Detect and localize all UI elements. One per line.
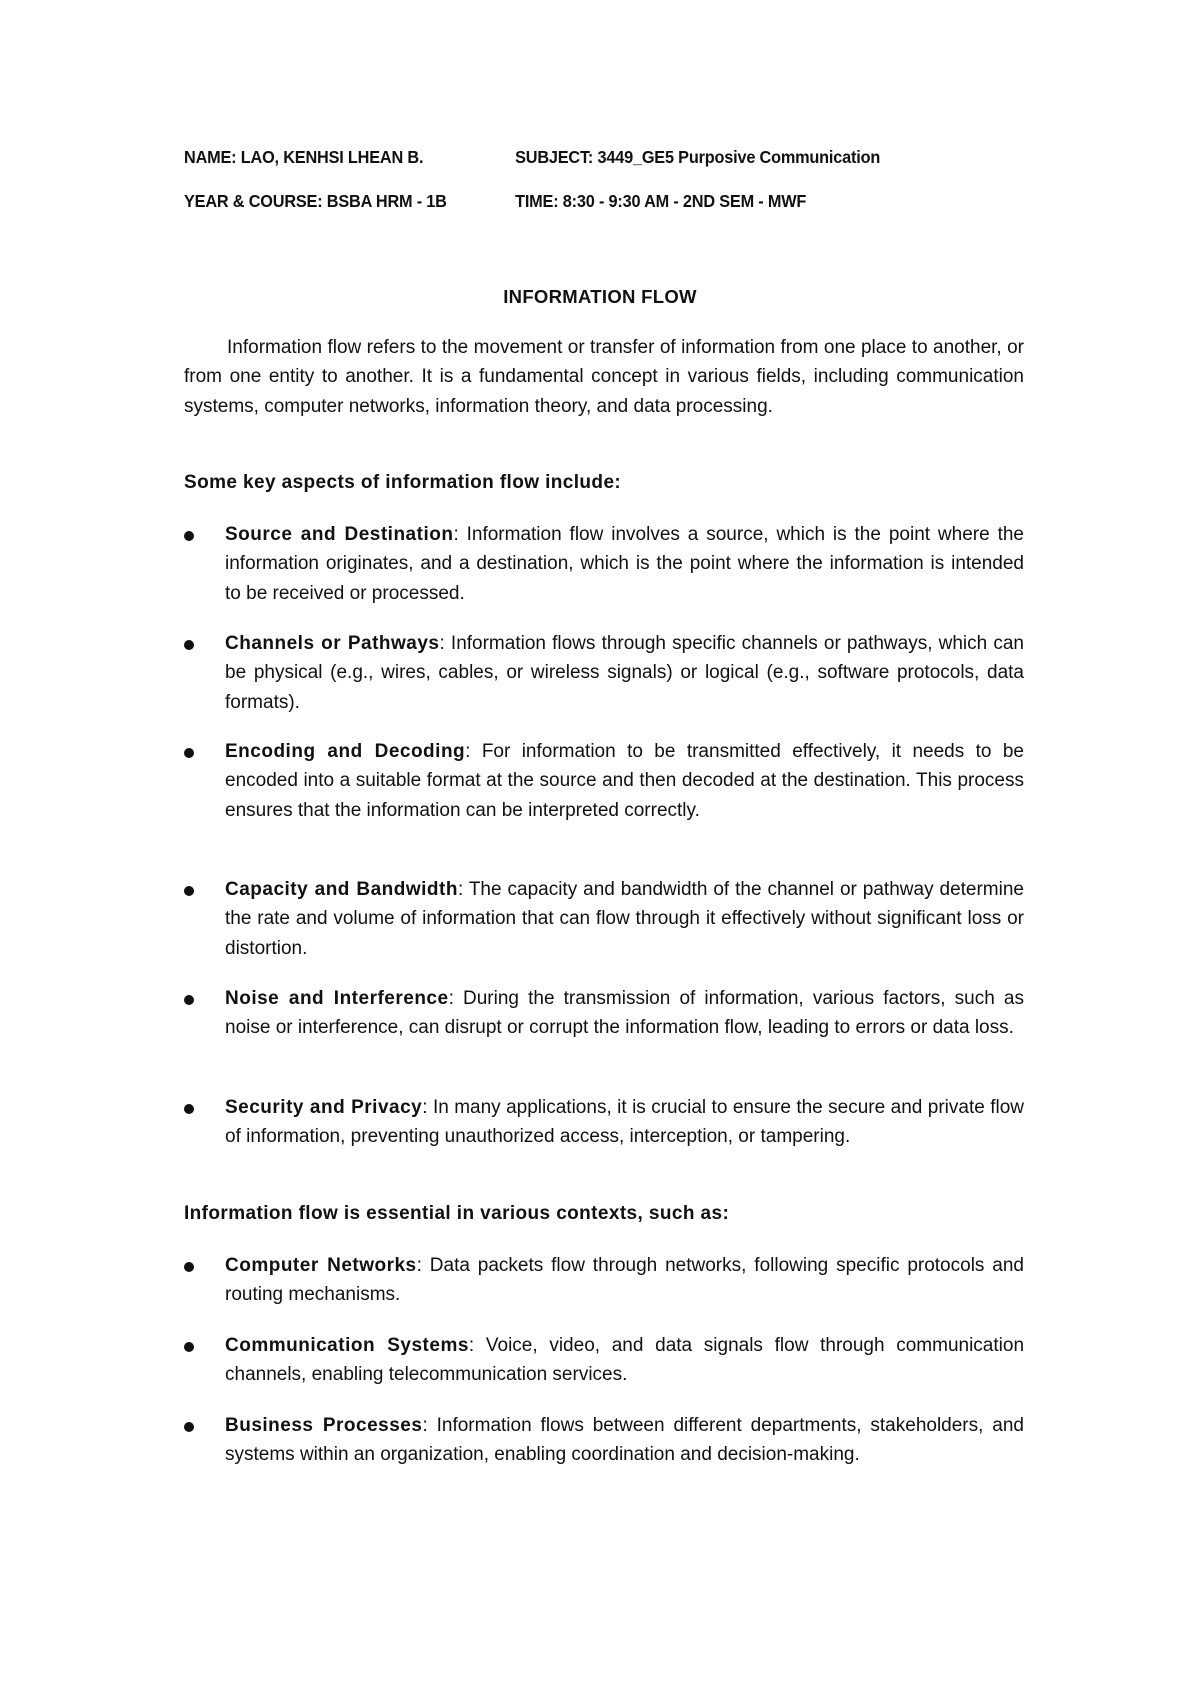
list-item-description: : For information to be transmitted effectively, it needs to be encoded into a suitable format at the source and then decoded at the destination. This process ensures that the information can be interpreted correctly.	[225, 741, 1024, 821]
section-heading-key-aspects: Some key aspects of information flow include:	[184, 472, 622, 493]
year-course: YEAR & COURSE: BSBA HRM - 1B	[184, 191, 447, 211]
list-item-description: : Voice, video, and data signals flow through communication channels, enabling telecommunication services.	[225, 1335, 1025, 1386]
list-item-text	[225, 737, 1024, 825]
list-item-term: Channels or Pathways	[225, 633, 440, 654]
list-item-description: : The capacity and bandwidth of the channel or pathway determine the rate and volume of information that can flow through it effectively without significant loss or distortion.	[225, 879, 1024, 959]
list-item-term: Computer Networks	[225, 1255, 417, 1276]
list-item-text	[225, 1093, 1024, 1152]
section-heading-contexts: Information flow is essential in various contexts, such as:	[184, 1203, 730, 1224]
bullet-icon	[184, 886, 194, 896]
header-row-1	[184, 147, 881, 168]
list-item-text	[225, 1251, 1024, 1310]
list-item-description: : Information flows through specific channels or pathways, which can be physical (e.g., wires, cables, or wireless signals) or logical (e.g., software protocols, data formats).	[225, 633, 1024, 713]
list-item-term: Communication Systems	[225, 1335, 469, 1356]
list-item-term: Source and Destination	[225, 524, 454, 545]
list-item-text	[225, 1411, 1024, 1470]
document-title: INFORMATION FLOW	[503, 286, 697, 307]
list-item-text	[225, 1331, 1024, 1390]
list-item-description: : Information flow involves a source, which is the point where the information originates, and a destination, which is the point where the information is intended to be received or processed.	[225, 524, 1024, 604]
list-item-text	[225, 875, 1024, 963]
list-item-term: Security and Privacy	[225, 1097, 423, 1118]
bullet-icon	[184, 1104, 194, 1114]
list-item-description: : Information flows between different departments, stakeholders, and systems within an organization, enabling coordination and decision-making.	[225, 1415, 1024, 1466]
bullet-icon	[184, 640, 194, 650]
bullet-icon	[184, 748, 194, 758]
subject: SUBJECT: 3449_GE5 Purposive Communication	[515, 147, 881, 167]
list-item-term: Noise and Interference	[225, 988, 449, 1009]
list-item-description: : In many applications, it is crucial to ensure the secure and private flow of information, preventing unauthorized access, interception, or tampering.	[225, 1097, 1024, 1148]
bullet-icon	[184, 1422, 194, 1432]
bullet-icon	[184, 1262, 194, 1272]
header-row-2	[184, 191, 807, 212]
list-item-term: Capacity and Bandwidth	[225, 879, 458, 900]
list-item-term: Business Processes	[225, 1415, 423, 1436]
list-item-description: : During the transmission of information, various factors, such as noise or interference, can disrupt or corrupt the information flow, leading to errors or data loss.	[225, 988, 1024, 1039]
bullet-icon	[184, 1342, 194, 1352]
bullet-icon	[184, 531, 194, 541]
bullet-icon	[184, 995, 194, 1005]
list-item-text	[225, 984, 1024, 1043]
list-item-text	[225, 629, 1024, 717]
intro-paragraph: Information flow refers to the movement or transfer of information from one place to another, or from one entity to another. It is a fundamental concept in various fields, including communication systems, computer networks, information theory, and data processing.	[184, 337, 1024, 417]
class-time: TIME: 8:30 - 9:30 AM - 2ND SEM - MWF	[515, 191, 807, 211]
student-name: NAME: LAO, KENHSI LHEAN B.	[184, 147, 424, 167]
list-item-description: : Data packets flow through networks, following specific protocols and routing mechanisms.	[225, 1255, 1024, 1306]
list-item-text	[225, 520, 1024, 608]
list-item-term: Encoding and Decoding	[225, 741, 466, 762]
